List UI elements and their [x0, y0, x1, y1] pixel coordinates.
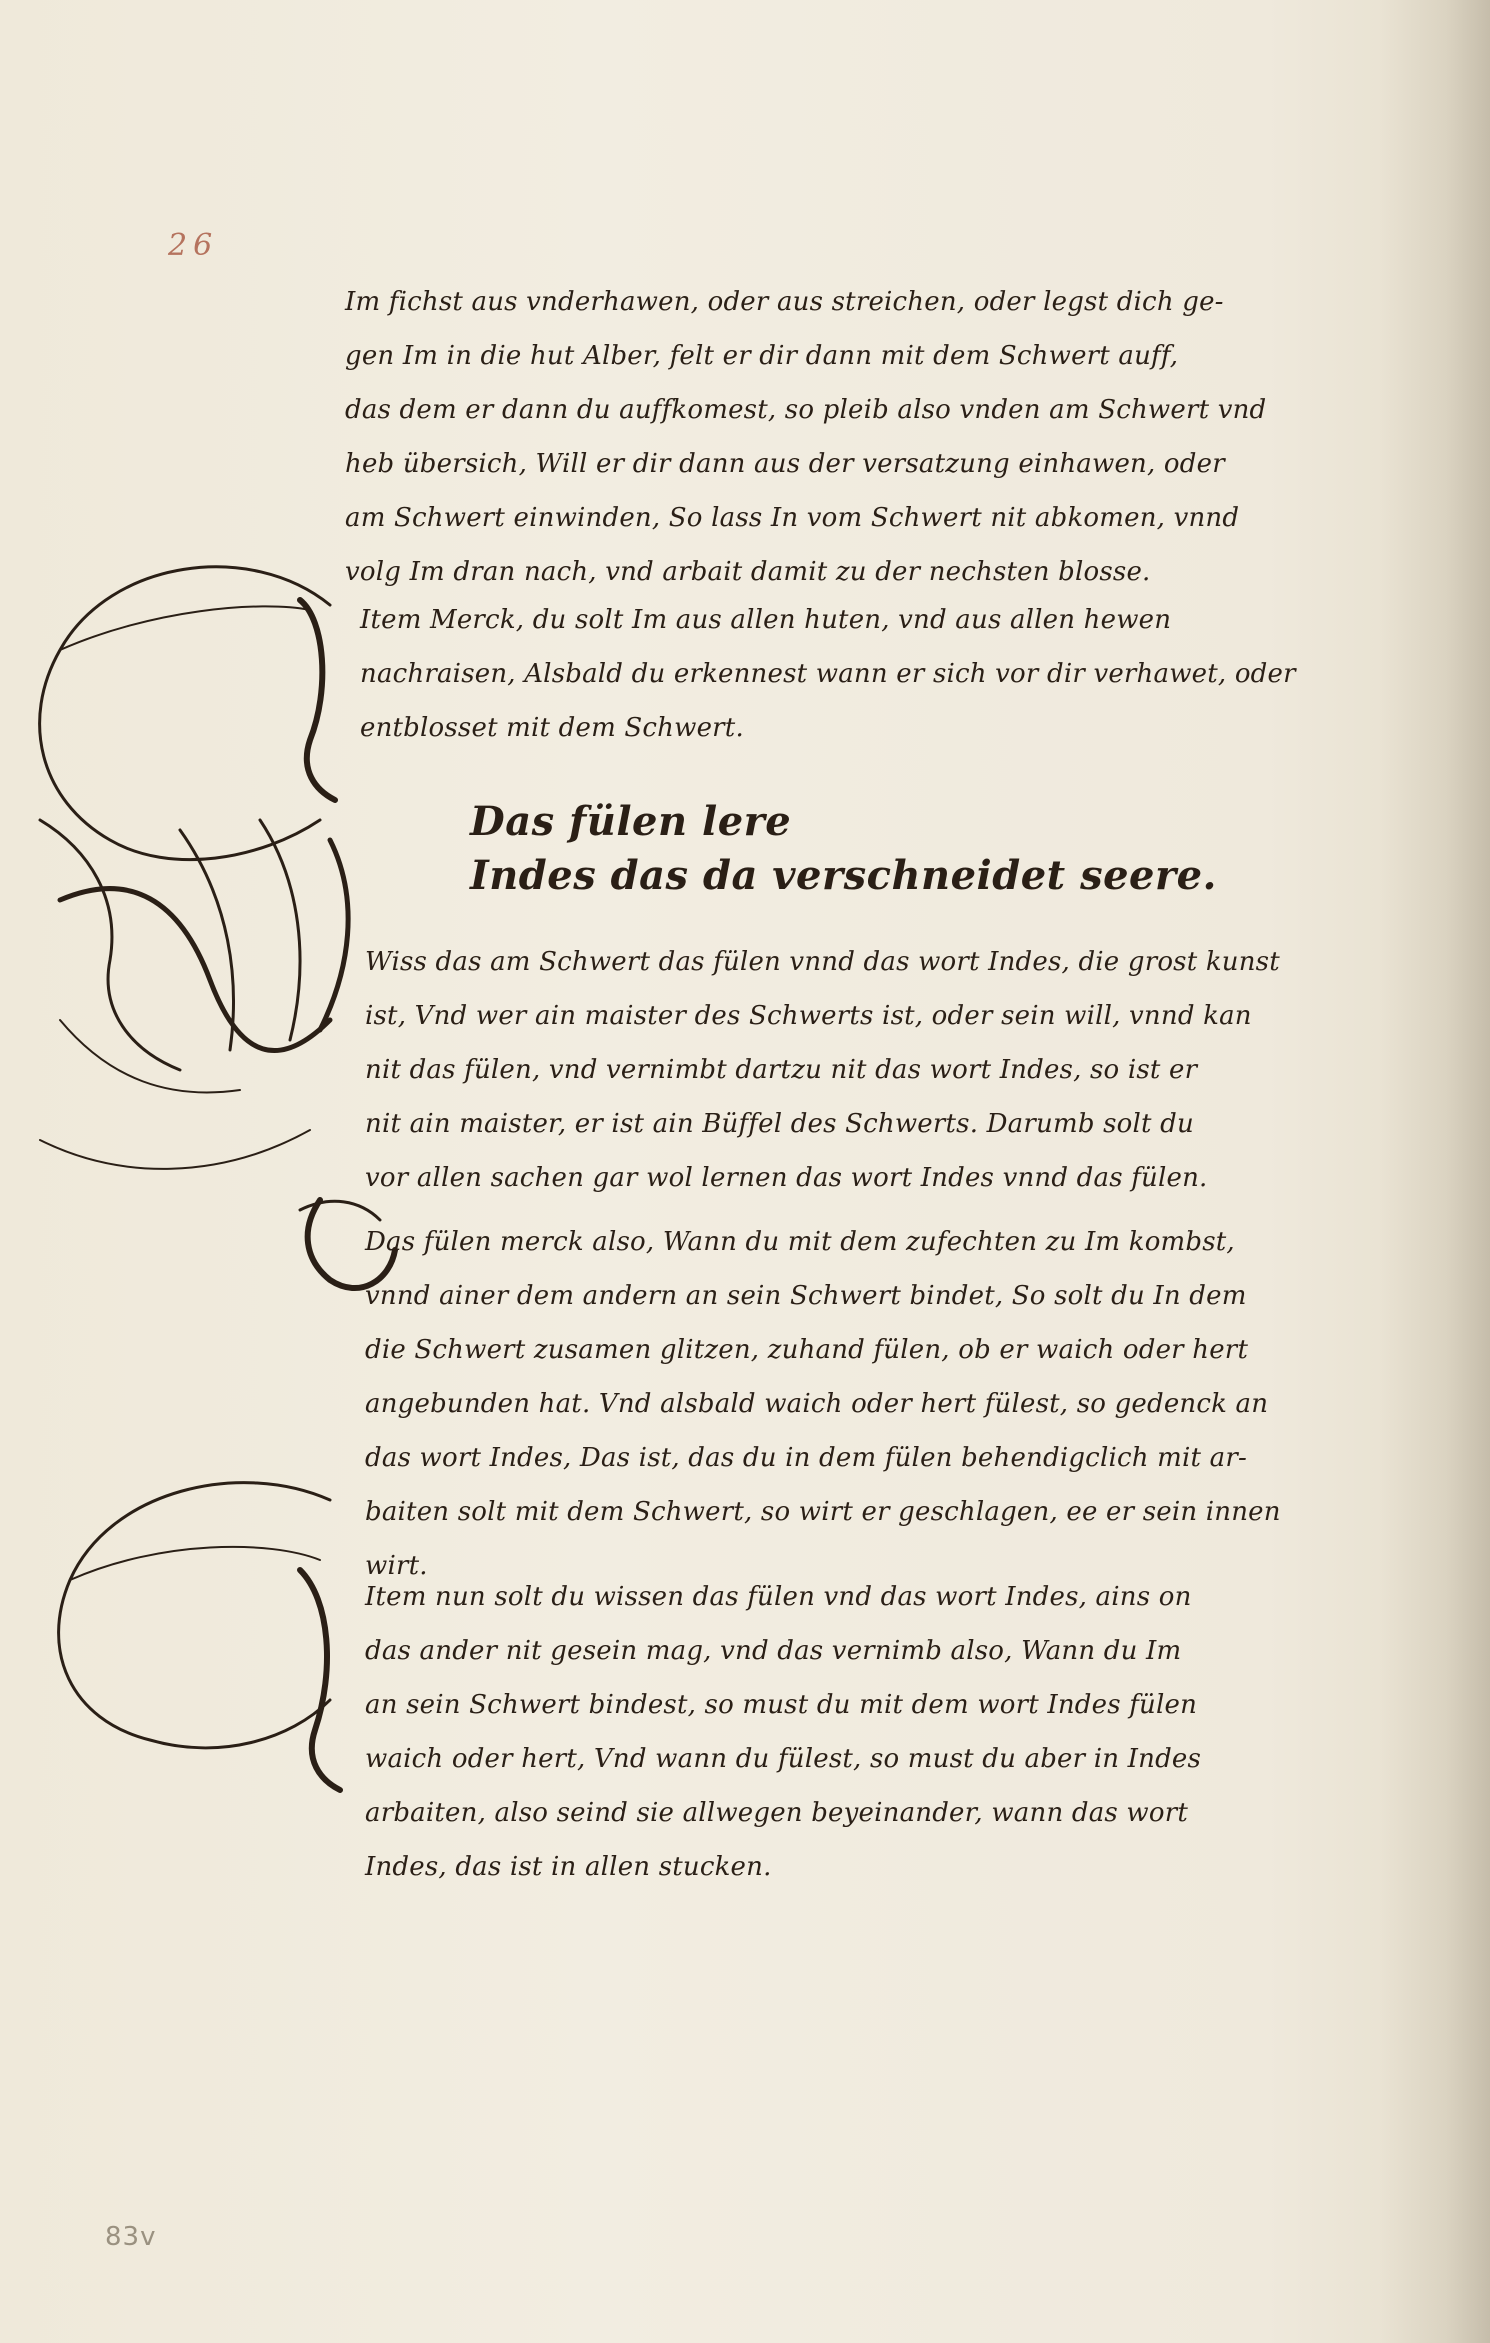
- text-line: Item nun solt du wissen das fülen vnd das wort Indes, ains on: [365, 1582, 1192, 1612]
- paragraph-4: [365, 1215, 1355, 1593]
- text-line: entblosset mit dem Schwert.: [360, 713, 744, 743]
- text-line: Das fülen merck also, Wann du mit dem zufechten zu Im kombst,: [365, 1227, 1235, 1257]
- text-line: ist, Vnd wer ain maister des Schwerts ist, oder sein will, vnnd kan: [365, 1001, 1252, 1031]
- folio-mark: 83v: [105, 2222, 157, 2252]
- text-line: arbaiten, also seind sie allwegen beyeinander, wann das wort: [365, 1798, 1188, 1828]
- text-line: das ander nit gesein mag, vnd das vernimb also, Wann du Im: [365, 1636, 1182, 1666]
- heading-line: Indes das da verschneidet seere.: [470, 852, 1217, 899]
- text-line: angebunden hat. Vnd alsbald waich oder hert fülest, so gedenck an: [365, 1389, 1269, 1419]
- text-line: nit das fülen, vnd vernimbt dartzu nit das wort Indes, so ist er: [365, 1055, 1198, 1085]
- text-line: das wort Indes, Das ist, das du in dem fülen behendigclich mit ar-: [365, 1443, 1247, 1473]
- text-line: wirt.: [365, 1551, 428, 1581]
- text-line: das dem er dann du auffkomest, so pleib also vnden am Schwert vnd: [345, 395, 1267, 425]
- initial-i-stem-2: [300, 1570, 340, 1790]
- initial-i-flourish-1: [40, 567, 330, 860]
- text-line: an sein Schwert bindest, so must du mit dem wort Indes fülen: [365, 1690, 1198, 1720]
- paragraph-5: [365, 1570, 1355, 1894]
- text-line: volg Im dran nach, vnd arbait damit zu der nechsten blosse.: [345, 557, 1151, 587]
- folio-number: 26: [168, 228, 219, 263]
- text-line: Indes, das ist in allen stucken.: [365, 1852, 772, 1882]
- text-line: baiten solt mit dem Schwert, so wirt er geschlagen, ee er sein innen: [365, 1497, 1281, 1527]
- text-line: vnnd ainer dem andern an sein Schwert bindet, So solt du In dem: [365, 1281, 1247, 1311]
- text-line: Wiss das am Schwert das fülen vnnd das wort Indes, die grost kunst: [365, 947, 1280, 977]
- text-line: gen Im in die hut Alber, felt er dir dann mit dem Schwert auff,: [345, 341, 1179, 371]
- section-heading: [470, 795, 1217, 903]
- text-line: Item Merck, du solt Im aus allen huten, vnd aus allen hewen: [360, 605, 1172, 635]
- page-gutter-shadow: [1380, 0, 1490, 2343]
- text-line: vor allen sachen gar wol lernen das wort Indes vnnd das fülen.: [365, 1163, 1208, 1193]
- text-line: nachraisen, Alsbald du erkennest wann er sich vor dir verhawet, oder: [360, 659, 1296, 689]
- paragraph-3: [365, 935, 1355, 1205]
- heading-line: Das fülen lere: [470, 798, 792, 845]
- initial-i-stem-1: [300, 600, 335, 800]
- text-line: waich oder hert, Vnd wann du fülest, so must du aber in Indes: [365, 1744, 1202, 1774]
- text-line: am Schwert einwinden, So lass In vom Schwert nit abkomen, vnnd: [345, 503, 1240, 533]
- paragraph-1: [345, 275, 1345, 599]
- initial-i-flourish-2: [59, 1483, 330, 1748]
- text-line: die Schwert zusamen glitzen, zuhand fülen, ob er waich oder hert: [365, 1335, 1249, 1365]
- initial-w-flourish: [40, 820, 180, 1070]
- text-line: heb übersich, Will er dir dann aus der versatzung einhawen, oder: [345, 449, 1225, 479]
- text-line: Im fichst aus vnderhawen, oder aus streichen, oder legst dich ge-: [345, 287, 1224, 317]
- text-line: nit ain maister, er ist ain Büffel des Schwerts. Darumb solt du: [365, 1109, 1194, 1139]
- paragraph-2: [360, 593, 1350, 755]
